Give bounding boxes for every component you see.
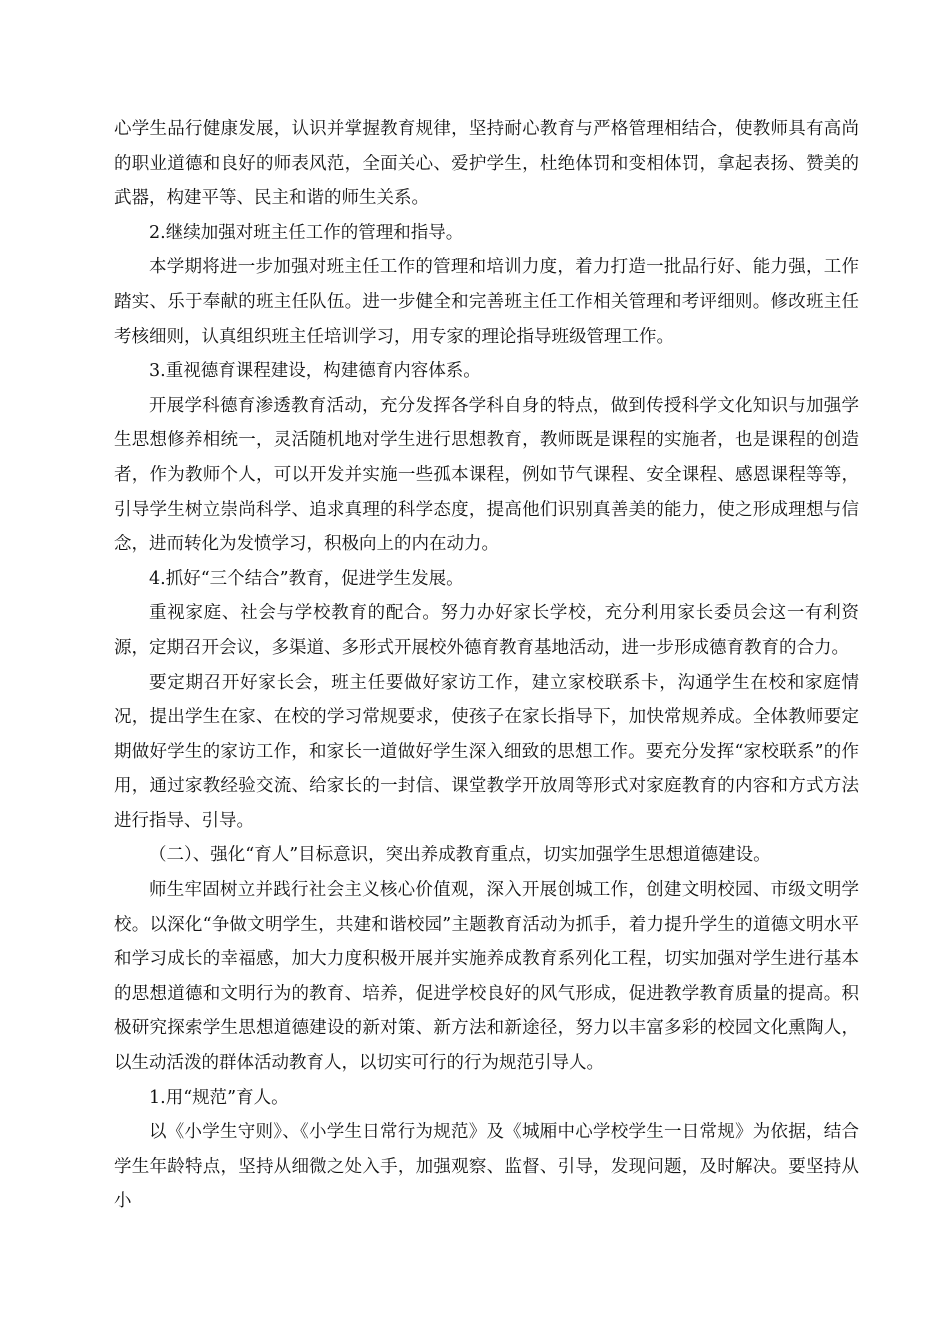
paragraph: 要定期召开好家长会，班主任要做好家访工作，建立家校联系卡，沟通学生在校和家庭情况，提出学生在家、在校的学习常规要求，使孩子在家长指导下，加快常规养成。全体教师要定期做好学生的家访工作，和家长一道做好学生深入细致的思想工作。要充分发挥“家校联系”的作用，通过家教经验交流、给家长的一封信、课堂教学开放周等形式对家庭教育的内容和方式方法进行指导、引导。 [114, 672, 859, 831]
heading-item-1: 1.用“规范”育人。 [149, 1087, 289, 1108]
paragraph: 重视家庭、社会与学校教育的配合。努力办好家长学校，充分利用家长委员会这一有利资源，定期召开会议，多渠道、多形式开展校外德育教育基地活动，进一步形成德育教育的合力。 [114, 603, 859, 658]
heading-item-2: 2.继续加强对班主任工作的管理和指导。 [149, 222, 464, 243]
heading-item-4: 4.抓好“三个结合”教育，促进学生发展。 [149, 568, 464, 589]
paragraph-continued: 心学生品行健康发展，认识并掌握教育规律，坚持耐心教育与严格管理相结合，使教师具有高尚的职业道德和良好的师表风范，全面关心、爱护学生，杜绝体罚和变相体罚，拿起表扬、赞美的武器，构建平等、民主和谐的师生关系。 [114, 119, 859, 209]
paragraph: 师生牢固树立并践行社会主义核心价值观，深入开展创城工作，创建文明校园、市级文明学校。以深化“争做文明学生，共建和谐校园”主题教育活动为抓手，着力提升学生的道德文明水平和学习成长的幸福感，加大力度积极开展并实施养成教育系列化工程，切实加强对学生进行基本的思想道德和文明行为的教育、培养，促进学校良好的风气形成，促进教学教育质量的提高。积极研究探索学生思想道德建设的新对策、新方法和新途径，努力以丰富多彩的校园文化熏陶人，以生动活泼的群体活动教育人，以切实可行的行为规范引导人。 [114, 880, 859, 1074]
paragraph: 以《小学生守则》、《小学生日常行为规范》及《城厢中心学校学生一日常规》为依据，结合学生年龄特点，坚持从细微之处入手，加强观察、监督、引导，发现问题，及时解决。要坚持从小 [114, 1122, 859, 1212]
paragraph: 本学期将进一步加强对班主任工作的管理和培训力度，着力打造一批品行好、能力强，工作踏实、乐于奉献的班主任队伍。进一步健全和完善班主任工作相关管理和考评细则。修改班主任考核细则，认真组织班主任培训学习，用专家的理论指导班级管理工作。 [114, 257, 859, 347]
document-page [114, 0, 859, 1344]
paragraph: 开展学科德育渗透教育活动，充分发挥各学科自身的特点，做到传授科学文化知识与加强学生思想修养相统一，灵活随机地对学生进行思想教育，教师既是课程的实施者，也是课程的创造者，作为教师个人，可以开发并实施一些孤本课程，例如节气课程、安全课程、感恩课程等等，引导学生树立崇尚科学、追求真理的科学态度，提高他们识别真善美的能力，使之形成理想与信念，进而转化为发愤学习，积极向上的内在动力。 [114, 395, 859, 555]
section-heading-2: （二）、强化“育人”目标意识，突出养成教育重点，切实加强学生思想道德建设。 [149, 845, 771, 866]
heading-item-3: 3.重视德育课程建设，构建德育内容体系。 [149, 361, 481, 382]
